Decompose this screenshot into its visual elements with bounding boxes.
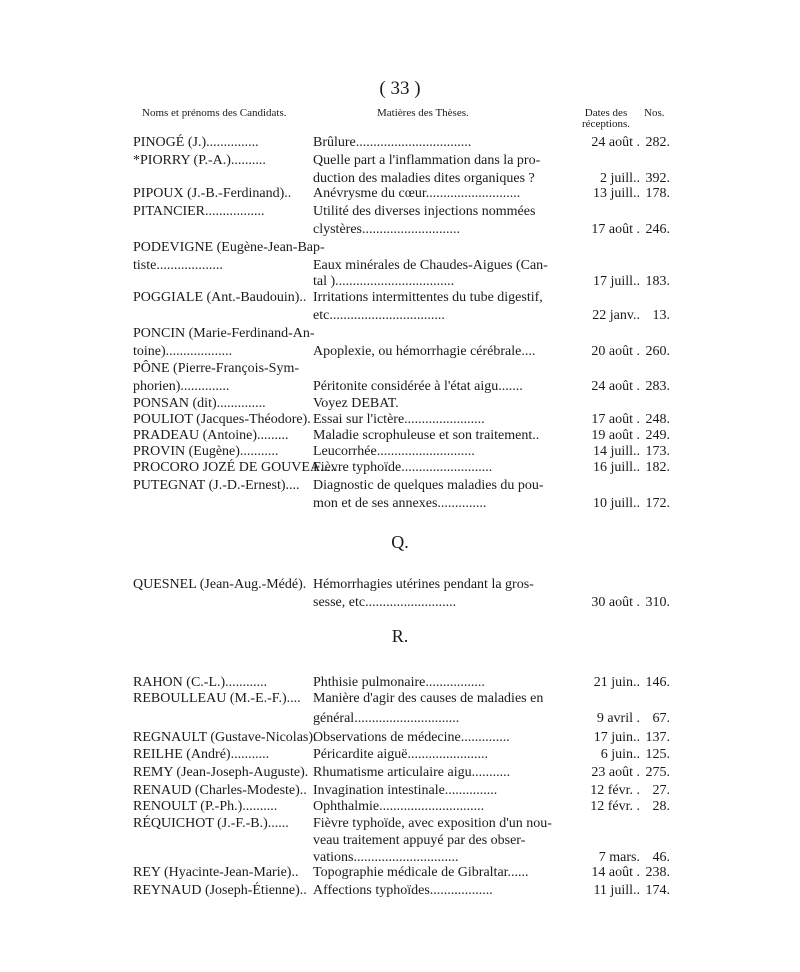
entry-date <box>569 152 640 170</box>
entry-name: PIPOUX (J.-B.-Ferdinand).. <box>133 186 292 201</box>
entry-num <box>636 152 670 170</box>
entry-num: 275. <box>645 765 670 780</box>
entry-num: 282. <box>645 135 670 150</box>
entry-date <box>569 690 640 708</box>
entry-date <box>569 832 640 850</box>
entry-name: PINOGÉ (J.)............... <box>133 135 259 150</box>
header-name: Noms et prénoms des Candidats. <box>142 107 287 119</box>
page-number: ( 33 ) <box>379 78 421 99</box>
header-date-line1: Dates des <box>584 107 628 119</box>
entry-name <box>133 832 309 850</box>
entry-name: PONSAN (dit).............. <box>133 396 266 411</box>
header-num: Nos. <box>644 107 665 119</box>
entry-num <box>636 690 670 708</box>
entry-subject: Quelle part a l'inflammation dans la pro- <box>313 153 541 168</box>
entry-num: 172. <box>645 496 670 511</box>
entry-num: 310. <box>645 595 670 610</box>
entry-num: 173. <box>645 444 670 459</box>
entry-name: REILHE (André)........... <box>133 747 270 762</box>
entry-name: RÉQUICHOT (J.-F.-B.)...... <box>133 816 289 831</box>
entry-date: 9 avril . <box>596 711 640 726</box>
entry-subject: Leucorrhée............................ <box>313 444 475 459</box>
entry-num <box>636 203 670 221</box>
entry-subject: général.............................. <box>313 711 460 726</box>
entry-date: 13 juill.. <box>592 186 640 201</box>
entry-num <box>636 815 670 833</box>
entry-num <box>636 360 670 378</box>
entry-subject: Diagnostic de quelques maladies du pou- <box>313 478 544 493</box>
entry-date: 17 août . <box>591 222 640 237</box>
entry-date <box>569 576 640 594</box>
entry-name <box>133 221 309 239</box>
entry-subject <box>313 239 569 257</box>
entry-date <box>569 477 640 495</box>
entry-subject: Manière d'agir des causes de maladies en <box>313 691 544 706</box>
entry-date: 17 juill.. <box>592 274 640 289</box>
entry-subject: Invagination intestinale............... <box>313 783 498 798</box>
entry-subject <box>313 325 569 343</box>
entry-date <box>569 360 640 378</box>
entry-date: 17 août . <box>591 412 640 427</box>
entry-subject: Utilité des diverses injections nommées <box>313 204 536 219</box>
entry-subject: sesse, etc.......................... <box>313 595 457 610</box>
entry-num <box>636 477 670 495</box>
section-letter-r: R. <box>391 626 409 646</box>
entry-subject: Essai sur l'ictère....................... <box>313 412 485 427</box>
entry-date: 12 févr. . <box>590 783 640 798</box>
entry-date: 21 juin.. <box>593 675 640 690</box>
entry-subject: Observations de médecine.............. <box>313 730 510 745</box>
entry-num: 248. <box>645 412 670 427</box>
entry-subject: Brûlure................................. <box>313 135 472 150</box>
entry-name: PROVIN (Eugène)........... <box>133 444 279 459</box>
entry-name: POGGIALE (Ant.-Baudouin).. <box>133 290 307 305</box>
entry-date <box>569 203 640 221</box>
entry-date: 10 juill.. <box>592 496 640 511</box>
entry-date: 14 juill.. <box>592 444 640 459</box>
entry-date: 17 juin.. <box>593 730 640 745</box>
entry-name: REGNAULT (Gustave-Nicolas). <box>133 730 317 745</box>
entry-name: *PIORRY (P.-A.).......... <box>133 153 266 168</box>
entry-num: 249. <box>645 428 670 443</box>
entry-num: 182. <box>645 460 670 475</box>
entry-subject: clystères............................ <box>313 222 460 237</box>
entry-date <box>569 289 640 307</box>
entry-num: 125. <box>645 747 670 762</box>
entry-name: PÔNE (Pierre-François-Sym- <box>133 361 300 376</box>
entry-name: QUESNEL (Jean-Aug.-Médé). <box>133 577 307 592</box>
entry-name: PITANCIER................. <box>133 204 265 219</box>
entry-num: 67. <box>652 711 670 726</box>
entry-name <box>133 594 309 612</box>
entry-num: 146. <box>645 675 670 690</box>
entry-subject: Maladie scrophuleuse et son traitement.. <box>313 428 540 443</box>
entry-date: 30 août . <box>591 595 640 610</box>
entry-name: phorien).............. <box>133 379 230 394</box>
entry-date: 7 mars. <box>598 850 640 865</box>
entry-name: tiste................... <box>133 258 223 273</box>
entry-subject: Fièvre typhoïde.......................... <box>313 460 493 475</box>
entry-subject: Ophthalmie.............................. <box>313 799 485 814</box>
entry-date: 2 juill.. <box>599 171 640 186</box>
entry-num: 28. <box>652 799 670 814</box>
entry-name <box>133 710 309 728</box>
entry-subject: Péricardite aiguë....................... <box>313 747 488 762</box>
entry-subject: Topographie médicale de Gibraltar...... <box>313 865 529 880</box>
entry-name: PRADEAU (Antoine)......... <box>133 428 289 443</box>
entry-date <box>569 239 640 257</box>
entry-subject: Fièvre typhoïde, avec exposition d'un nou- <box>313 816 552 831</box>
entry-subject: Apoplexie, ou hémorrhagie cérébrale.... <box>313 344 536 359</box>
entry-num: 137. <box>645 730 670 745</box>
entry-num: 46. <box>652 850 670 865</box>
entry-num: 13. <box>652 308 670 323</box>
entry-date: 22 janv.. <box>592 308 640 323</box>
entry-subject: Péritonite considérée à l'état aigu....... <box>313 379 523 394</box>
entry-name: REMY (Jean-Joseph-Auguste). <box>133 765 309 780</box>
entry-num <box>636 325 670 343</box>
entry-num: 238. <box>645 865 670 880</box>
entry-subject: Voyez DEBAT. <box>313 396 399 411</box>
header-date-line2: réceptions. <box>582 118 630 130</box>
entry-num <box>636 576 670 594</box>
entry-name: REYNAUD (Joseph-Étienne).. <box>133 883 307 898</box>
entry-num: 246. <box>645 222 670 237</box>
entry-name: PODEVIGNE (Eugène-Jean-Bap- <box>133 240 325 255</box>
entry-name: POULIOT (Jacques-Théodore). <box>133 412 311 427</box>
entry-date: 23 août . <box>591 765 640 780</box>
entry-subject: duction des maladies dites organiques ? <box>313 171 535 186</box>
entry-num: 260. <box>645 344 670 359</box>
entry-num <box>636 832 670 850</box>
entry-num <box>636 239 670 257</box>
entry-subject: mon et de ses annexes.............. <box>313 496 487 511</box>
entry-subject: Anévrysme du cœur........................... <box>313 186 521 201</box>
entry-name: RAHON (C.-L.)............ <box>133 675 268 690</box>
entry-name: toine)................... <box>133 344 233 359</box>
entry-name: REBOULLEAU (M.-E.-F.).... <box>133 691 301 706</box>
entry-name: REY (Hyacinte-Jean-Marie).. <box>133 865 299 880</box>
entry-num: 174. <box>645 883 670 898</box>
entry-name: PONCIN (Marie-Ferdinand-An- <box>133 326 315 341</box>
entry-num: 27. <box>652 783 670 798</box>
entry-date: 16 juill.. <box>592 460 640 475</box>
entry-date: 24 août . <box>591 379 640 394</box>
entry-date <box>569 325 640 343</box>
entry-num: 283. <box>645 379 670 394</box>
entry-date <box>569 815 640 833</box>
header-date <box>578 108 634 130</box>
entry-name <box>133 495 309 513</box>
entry-subject: tal ).................................. <box>313 274 455 289</box>
entry-date: 12 févr. . <box>590 799 640 814</box>
entry-num: 178. <box>645 186 670 201</box>
entry-subject: Hémorrhagies utérines pendant la gros- <box>313 577 534 592</box>
header-subject: Matières des Thèses. <box>377 107 469 119</box>
entry-subject: vations.............................. <box>313 850 459 865</box>
entry-name: PROCORO JOZÉ DE GOUVEA..... <box>133 460 338 475</box>
entry-name: PUTEGNAT (J.-D.-Ernest).... <box>133 478 300 493</box>
entry-name: RENAUD (Charles-Modeste).. <box>133 783 307 798</box>
entry-date: 14 août . <box>591 865 640 880</box>
entry-date: 24 août . <box>591 135 640 150</box>
entry-date: 19 août . <box>591 428 640 443</box>
entry-name: RENOULT (P.-Ph.).......... <box>133 799 278 814</box>
entry-subject: Rhumatisme articulaire aigu........... <box>313 765 511 780</box>
entry-num: 392. <box>645 171 670 186</box>
entry-num <box>636 289 670 307</box>
entry-subject: etc................................. <box>313 308 445 323</box>
section-letter-q: Q. <box>391 532 409 552</box>
entry-subject: Irritations intermittentes du tube digestif, <box>313 290 543 305</box>
entry-subject <box>313 360 569 378</box>
entry-subject: Affections typhoïdes.................. <box>313 883 493 898</box>
entry-num: 183. <box>645 274 670 289</box>
entry-date: 6 juin.. <box>600 747 640 762</box>
entry-subject: Eaux minérales de Chaudes-Aigues (Can- <box>313 258 548 273</box>
entry-subject: Phthisie pulmonaire................. <box>313 675 485 690</box>
entry-date: 20 août . <box>591 344 640 359</box>
entry-date: 11 juill.. <box>593 883 640 898</box>
entry-name <box>133 307 309 325</box>
entry-subject: veau traitement appuyé par des obser- <box>313 833 526 848</box>
